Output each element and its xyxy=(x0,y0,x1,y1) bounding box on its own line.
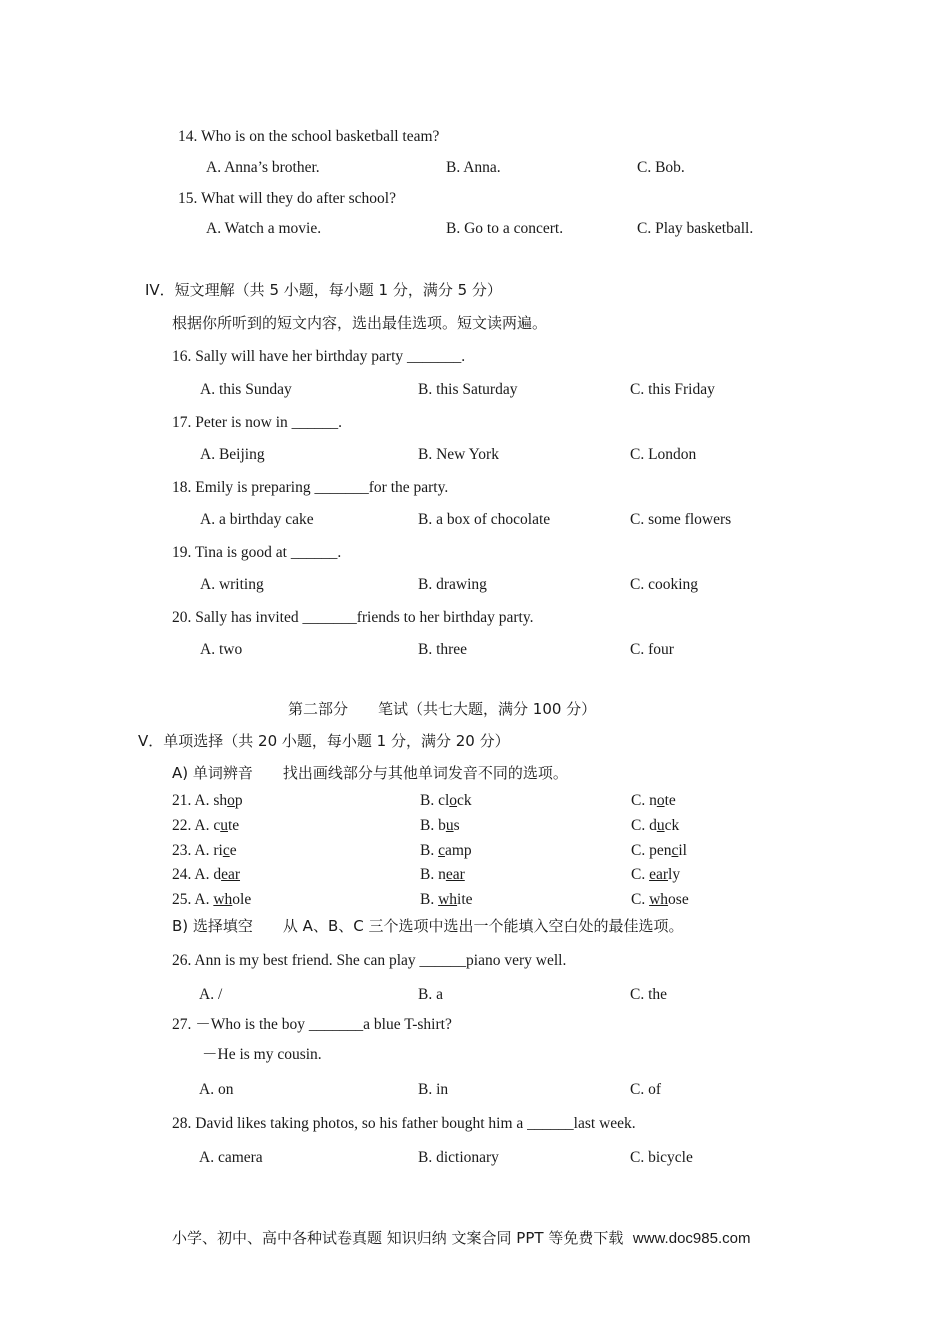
question-17-option-b: B. New York xyxy=(418,446,499,463)
question-27-option-a: A. on xyxy=(199,1081,234,1098)
question-21-option-b: B. clock xyxy=(420,792,472,809)
question-17-option-a: A. Beijing xyxy=(200,446,265,463)
footer-watermark xyxy=(172,1227,750,1248)
question-19-option-b: B. drawing xyxy=(418,576,487,593)
question-16-stem: 16. Sally will have her birthday party _______. xyxy=(172,348,466,365)
question-18-option-c: C. some flowers xyxy=(630,511,732,528)
question-16-option-c: C. this Friday xyxy=(630,381,715,398)
question-14-option-b: B. Anna. xyxy=(446,159,501,176)
question-23-option-a: 23. A. rice xyxy=(172,842,237,859)
question-20-stem: 20. Sally has invited _______friends to her birthday party. xyxy=(172,609,534,626)
question-20-option-c: C. four xyxy=(630,641,674,658)
question-21-option-c: C. note xyxy=(631,792,676,809)
question-22-option-c: C. duck xyxy=(631,817,680,834)
question-20-option-a: A. two xyxy=(200,641,243,658)
section-5-part-b-instruction: B) 选择填空 从 A、B、C 三个选项中选出一个能填入空白处的最佳选项。 xyxy=(172,917,684,935)
question-28-option-a: A. camera xyxy=(199,1149,263,1166)
question-15-stem: 15. What will they do after school? xyxy=(178,190,396,207)
question-26-stem: 26. Ann is my best friend. She can play ______piano very well. xyxy=(172,952,567,969)
question-18-option-a: A. a birthday cake xyxy=(200,511,314,528)
question-28-option-b: B. dictionary xyxy=(418,1149,499,1166)
section-5-part-a-instruction: A) 单词辨音 找出画线部分与其他单词发音不同的选项。 xyxy=(172,764,568,782)
part-2-title: 第二部分 笔试（共七大题，满分 100 分） xyxy=(288,700,597,718)
question-14-option-a: A. Anna’s brother. xyxy=(206,159,320,176)
question-14-stem: 14. Who is on the school basketball team? xyxy=(178,128,440,145)
question-15-option-c: C. Play basketball. xyxy=(637,220,754,237)
question-27-reply: －He is my cousin. xyxy=(202,1046,322,1063)
question-22-option-a: 22. A. cute xyxy=(172,817,240,834)
question-23-option-c: C. pencil xyxy=(631,842,687,859)
question-16-option-a: A. this Sunday xyxy=(200,381,292,398)
question-19-option-c: C. cooking xyxy=(630,576,699,593)
question-27-stem: 27. －Who is the boy _______a blue T-shirt? xyxy=(172,1016,452,1033)
question-19-option-a: A. writing xyxy=(200,576,264,593)
question-17-option-c: C. London xyxy=(630,446,697,463)
question-20-option-b: B. three xyxy=(418,641,468,658)
question-21-option-a: 21. A. shop xyxy=(172,792,243,809)
question-28-option-c: C. bicycle xyxy=(630,1149,693,1166)
question-16-option-b: B. this Saturday xyxy=(418,381,518,398)
question-27-option-b: B. in xyxy=(418,1081,449,1098)
question-24-option-a: 24. A. dear xyxy=(172,866,241,883)
question-24-option-b: B. near xyxy=(420,866,465,883)
question-17-stem: 17. Peter is now in ______. xyxy=(172,414,343,431)
section-4-instruction: 根据你所听到的短文内容，选出最佳选项。短文读两遍。 xyxy=(172,314,548,332)
footer-text: 小学、初中、高中各种试卷真题 知识归纳 文案合同 PPT 等免费下载 xyxy=(172,1229,624,1247)
question-25-option-b: B. white xyxy=(420,891,473,908)
question-26-option-c: C. the xyxy=(630,986,668,1003)
question-26-option-b: B. a xyxy=(418,986,443,1003)
question-27-option-c: C. of xyxy=(630,1081,661,1098)
question-14-option-c: C. Bob. xyxy=(637,159,685,176)
question-18-stem: 18. Emily is preparing _______for the party. xyxy=(172,479,449,496)
question-15-option-a: A. Watch a movie. xyxy=(206,220,322,237)
question-18-option-b: B. a box of chocolate xyxy=(418,511,551,528)
question-23-option-b: B. camp xyxy=(420,842,472,859)
section-5-title: V．单项选择（共 20 小题，每小题 1 分，满分 20 分） xyxy=(138,732,510,750)
question-25-option-c: C. whose xyxy=(631,891,689,908)
question-19-stem: 19. Tina is good at ______. xyxy=(172,544,342,561)
question-22-option-b: B. bus xyxy=(420,817,460,834)
question-15-option-b: B. Go to a concert. xyxy=(446,220,564,237)
question-24-option-c: C. early xyxy=(631,866,681,883)
question-28-stem: 28. David likes taking photos, so his father bought him a ______last week. xyxy=(172,1115,636,1132)
question-25-option-a: 25. A. whole xyxy=(172,891,252,908)
footer-url[interactable]: www.doc985.com xyxy=(632,1230,751,1247)
section-4-title: IV．短文理解（共 5 小题，每小题 1 分，满分 5 分） xyxy=(145,281,502,299)
question-26-option-a: A. / xyxy=(199,986,223,1003)
